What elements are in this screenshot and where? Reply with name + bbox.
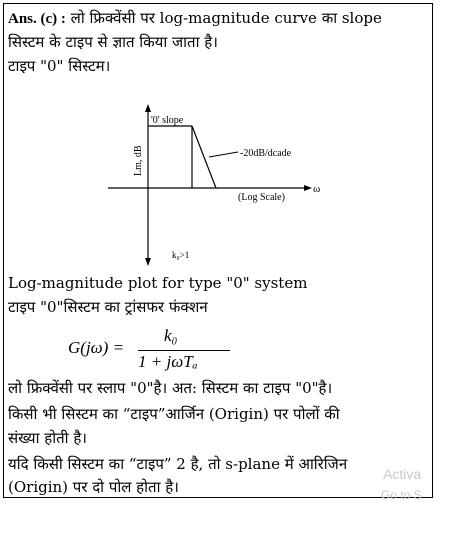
paragraph-2-line-2: संख्या होती है।: [8, 429, 87, 447]
paragraph-3-line-1: यदि किसी सिस्टम का “टाइप” 2 है, तो s-plane में आरिजिन: [8, 455, 348, 473]
answer-line-3: टाइप "0" सिस्टम।: [8, 57, 111, 75]
formula-numerator: k₀: [164, 326, 178, 345]
fraction-bar: [138, 350, 230, 351]
omega-label: ω: [313, 183, 321, 195]
diagram-caption: Log-magnitude plot for type "0" system: [8, 274, 308, 292]
formula-denominator: 1 + jωTₐ: [138, 352, 198, 371]
rolloff-line: [192, 126, 216, 188]
y-axis-arrow-down: [145, 258, 151, 266]
formula-lhs: G(jω) =: [68, 338, 125, 357]
x-axis-label: (Log Scale): [238, 192, 285, 203]
answer-line-1-text: लो फ्रिक्वेंसी पर log-magnitude curve का slope: [65, 9, 382, 27]
paragraph-2-line-1: किसी भी सिस्टम का “टाइप”आर्जिन (Origin) पर पोलों की: [8, 405, 340, 423]
activation-watermark-title: Activa: [383, 466, 422, 482]
activation-watermark-subtitle: Go to S: [381, 488, 422, 502]
paragraph-3-line-2: (Origin) पर दो पोल होता है।: [8, 478, 179, 496]
zero-slope-label: '0' slope: [151, 115, 184, 126]
y-axis-arrow-up: [145, 104, 151, 112]
transfer-function-heading: टाइप "0"सिस्टम का ट्रांसफर फंक्शन: [8, 298, 208, 316]
paragraph-1: लो फ्रिक्वेंसी पर स्लाप "0"है। अत: सिस्टम का टाइप "0"है।: [8, 379, 333, 397]
transfer-function-formula: [68, 328, 238, 374]
y-axis-label: Lm, dB: [133, 145, 144, 176]
answer-label: Ans. (c) :: [8, 11, 66, 27]
rolloff-label: -20dB/dcade: [240, 148, 292, 159]
answer-line-2: सिस्टम के टाइप से ज्ञात किया जाता है।: [8, 33, 218, 51]
rolloff-pointer: [209, 152, 238, 157]
x-axis-arrow: [304, 185, 312, 191]
gain-label: k₀>1: [172, 250, 190, 260]
